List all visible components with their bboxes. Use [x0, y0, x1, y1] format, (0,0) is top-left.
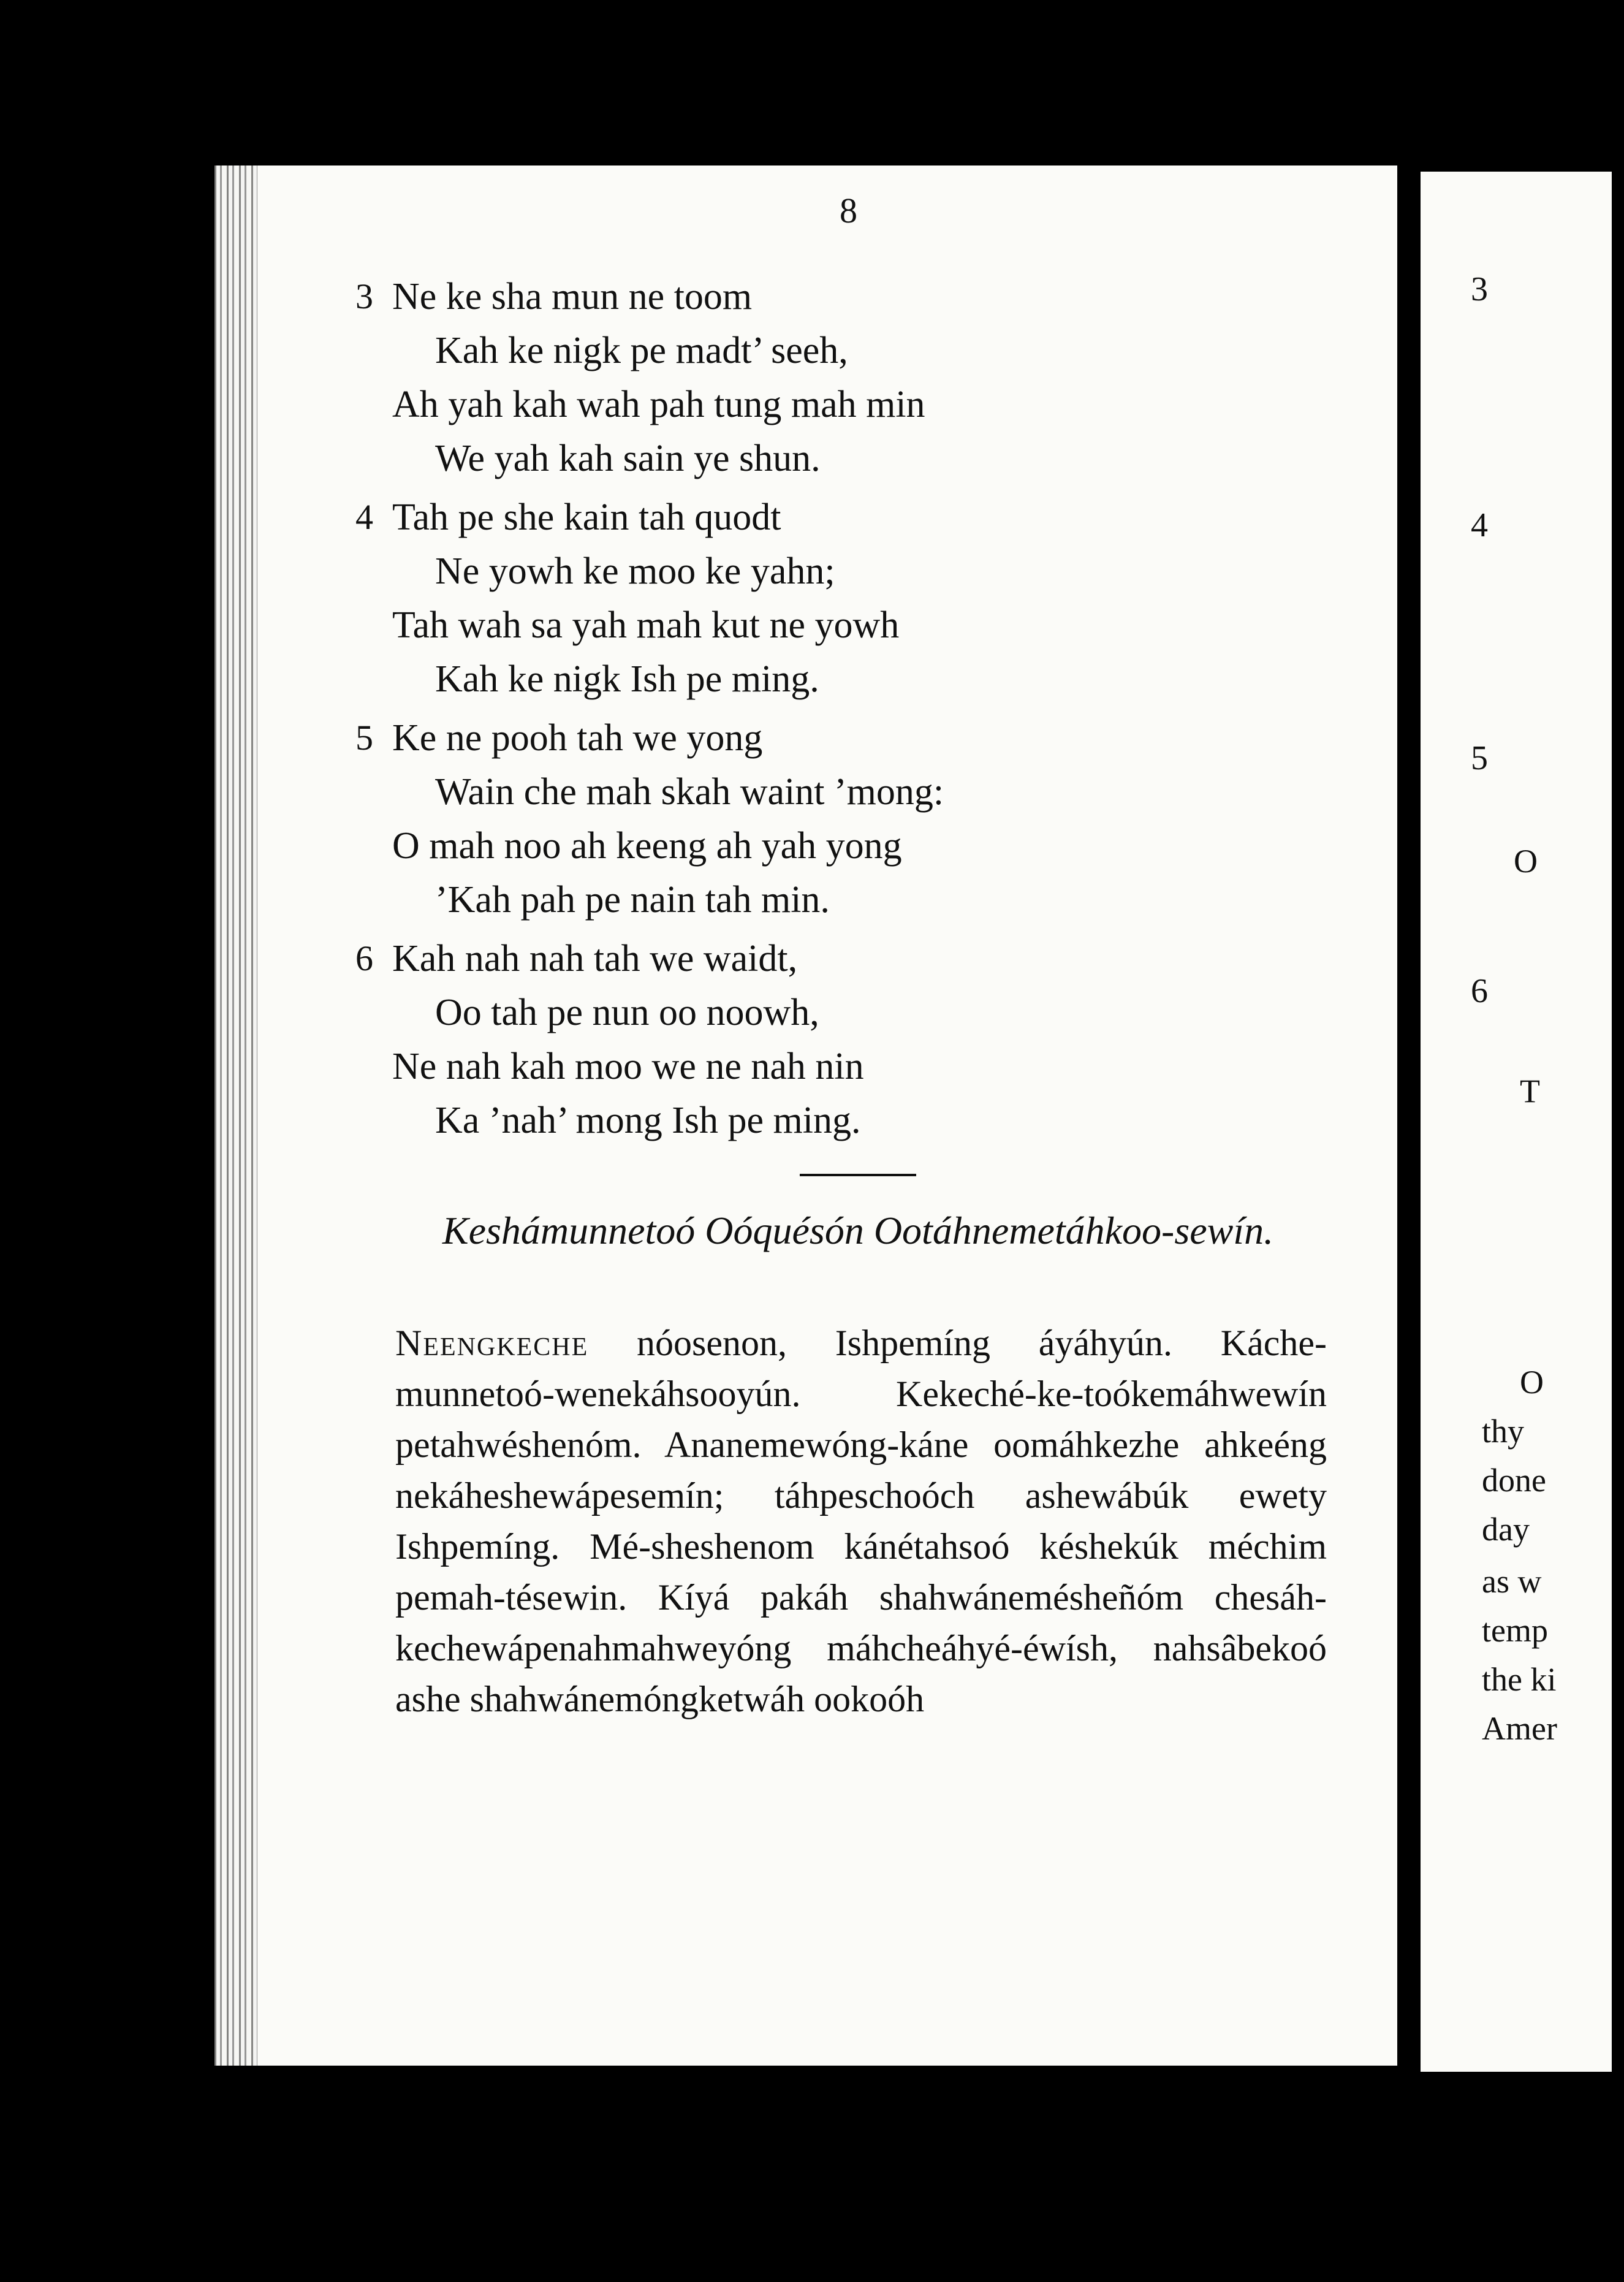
verse-line: Ke ne pooh tah we yong: [392, 717, 763, 759]
verse-line: Kah nah nah tah we waidt,: [392, 938, 798, 979]
page-number: 8: [840, 191, 857, 230]
facing-text-fragment: Amer: [1482, 1710, 1557, 1747]
prayer-heading: Keshámunnetoó Oóquésón Ootáhnemetáhkoo-sewín.: [442, 1209, 1274, 1252]
verse-5: [355, 711, 944, 927]
facing-text-fragment: thy: [1482, 1413, 1525, 1450]
verse-line: Tah wah sa yah mah kut ne yowh: [392, 604, 900, 646]
prayer-text: [395, 1318, 1327, 1725]
facing-verse-number: 5: [1471, 739, 1488, 777]
section-divider: [800, 1174, 916, 1176]
verse-line: We yah kah sain ye shun.: [435, 438, 821, 479]
verse-line: Kah ke nigk pe madt’ seeh,: [435, 330, 848, 371]
facing-text-fragment: the ki: [1482, 1661, 1557, 1698]
facing-text-fragment: as w: [1482, 1563, 1542, 1600]
verse-4: [355, 490, 900, 706]
verse-6: [355, 932, 864, 1147]
verse-line: Ne nah kah moo we ne nah nin: [392, 1046, 864, 1087]
book-spine: [214, 165, 257, 2066]
prayer-lead-word: Neengkeche: [395, 1323, 589, 1363]
facing-text-fragment: O: [1514, 843, 1538, 880]
facing-page: [1421, 172, 1612, 2072]
verse-line: Ka ’nah’ mong Ish pe ming.: [435, 1100, 861, 1141]
verse-line: O mah noo ah keeng ah yah yong: [392, 825, 902, 867]
facing-text-fragment: T: [1520, 1073, 1540, 1109]
verse-line: Oo tah pe nun oo noowh,: [435, 992, 819, 1033]
verse-line: ’Kah pah pe nain tah min.: [435, 879, 830, 921]
verse-line: Wain che mah skah waint ’mong:: [435, 771, 944, 813]
facing-text-fragment: temp: [1482, 1612, 1548, 1649]
verse-line: Kah ke nigk Ish pe ming.: [435, 658, 819, 700]
facing-text-fragment: day: [1482, 1511, 1530, 1548]
facing-verse-number: 4: [1471, 506, 1488, 544]
verse-line: Tah pe she kain tah quodt: [392, 496, 781, 538]
facing-text-fragment: done: [1482, 1462, 1546, 1499]
verse-3: [355, 270, 925, 485]
verse-number: 4: [355, 497, 373, 537]
prayer-body: nóosenon, Ishpemíng áyáhyún. Káche-munnetoó-wenekáhsooyún. Kekeché-ke-toókemáhwewín petahwéshenóm. Ananemewóng-káne oomáhkezhe ahkeéng nekáheshewápesemín; táhpeschoóch ashewábúk ewety Ishpemíng. Mé-sheshenom kánétahsoó késhekúk méchim pemah-tésewin. Kíyá pakáh shahwánemésheñóm chesáh-kechewápenahmahweyóng máhcheáhyé-éwísh, nahsâbekoó ashe shahwánemóngketwáh ookoóh: [395, 1323, 1327, 1719]
verse-line: Ah yah kah wah pah tung mah min: [392, 384, 925, 425]
verse-line: Ne ke sha mun ne toom: [392, 276, 753, 318]
verse-number: 3: [355, 276, 373, 316]
facing-verse-number: 6: [1471, 972, 1488, 1010]
verse-number: 6: [355, 938, 373, 978]
verse-line: Ne yowh ke moo ke yahn;: [435, 550, 835, 592]
facing-text-fragment: O: [1520, 1364, 1544, 1401]
verse-number: 5: [355, 718, 373, 758]
facing-verse-number: 3: [1471, 270, 1488, 308]
